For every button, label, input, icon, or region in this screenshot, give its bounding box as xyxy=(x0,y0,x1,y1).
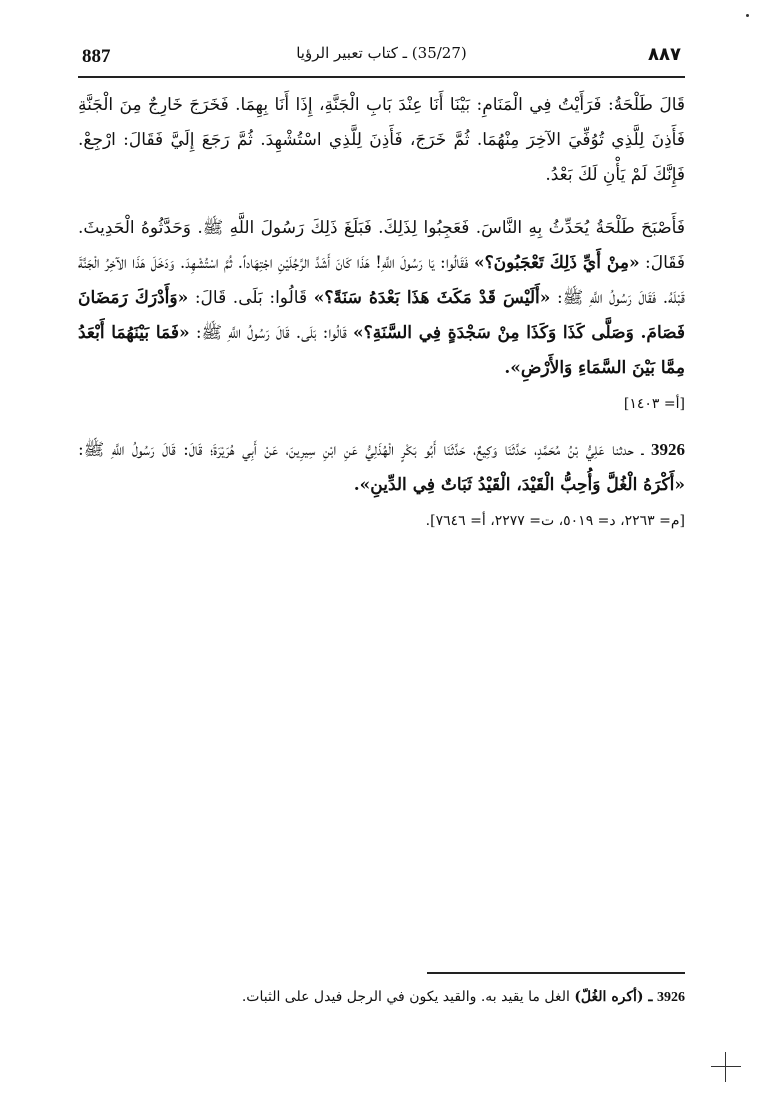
hadith-matn: «أَكْرَهُ الْغُلَّ وَأُحِبُّ الْقَيْدَ، الْقَيْدُ ثَبَاتٌ فِي الدِّينِ». xyxy=(353,475,685,495)
dot-mark xyxy=(746,14,749,17)
footnote-number: 3926 xyxy=(657,990,685,1005)
prophet-quote-1: «مِنْ أَيِّ ذَلِكَ تَعْجَبُونَ؟» xyxy=(473,253,640,273)
page-number-arabic: ٨٨٧ xyxy=(648,44,681,65)
reference-2: [م= ٢٢٦٣، د= ٥٠١٩، ت= ٢٢٧٧، أ= ٧٦٤٦]. xyxy=(425,513,685,529)
prophet-quote-3: «وَأَدْرَكَ رَمَضَانَ فَصَامَ. وَصَلَّى كَذَا وَكَذَا مِنْ سَجْدَةٍ فِي السَّنَةِ؟» xyxy=(78,288,686,343)
footnote-rule xyxy=(427,972,685,974)
main-text xyxy=(78,88,685,549)
narration-part-4: قَالُوا: بَلَى. قَالَ رَسُولُ اللَّهِ ﷺ: xyxy=(195,323,347,343)
running-title: (35/27) ـ كتاب تعبير الرؤيا xyxy=(296,44,467,62)
page-number-latin: 887 xyxy=(82,46,111,67)
prophet-quote-2: «أَلَيْسَ قَدْ مَكَثَ هَذَا بَعْدَهُ سَنَةً؟» xyxy=(313,288,551,308)
narration-part-2: فَقَالُوا: يَا رَسُولَ اللَّهِ! هَذَا كَانَ أَشَدَّ الرَّجُلَيْنِ اجْتِهَاداً. ثُمَّ اسْتُشْهِدَ. وَدَخَلَ هَذَا الآخِرُ الْجَنَّةَ قَبْلَهُ. فَقَالَ رَسُولُ اللَّهِ ﷺ: xyxy=(78,253,685,308)
paragraph-prophet-response xyxy=(78,211,685,386)
reference-1: [أ= ١٤٠٣] xyxy=(623,396,685,412)
prophet-quote-4: «فَمَا بَيْنَهُمَا أَبْعَدُ مِمَّا بَيْنَ السَّمَاءِ وَالأَرْضِ». xyxy=(78,323,685,378)
header-rule xyxy=(78,76,685,78)
narration-part-1: فَأَصْبَحَ طَلْحَةُ يُحَدِّثُ بِهِ النَّاسَ. فَعَجِبُوا لِذَلِكَ. فَبَلَغَ ذَلِكَ رَسُولَ اللَّهِ ﷺ. وَحَدَّثُوهُ الْحَدِيثَ. فَقَالَ: xyxy=(78,218,686,273)
footnote xyxy=(78,984,685,1011)
narration-part-3: قَالُوا: بَلَى. قَالَ: xyxy=(194,288,308,308)
paragraph-hadith-3926 xyxy=(78,432,685,503)
paragraph-talha-dream: قَالَ طَلْحَةُ: فَرَأَيْتُ فِي الْمَنَامِ: بَيْنَا أَنَا عِنْدَ بَابِ الْجَنَّةِ، إِذَا أَنَا بِهِمَا. فَخَرَجَ خَارِجٌ مِنَ الْجَنَّةِ فَأَذِنَ لِلَّذِي تُوُفِّيَ الآخِرَ مِنْهُمَا. ثُمَّ خَرَجَ، فَأَذِنَ لِلَّذِي اسْتُشْهِدَ. ثُمَّ رَجَعَ إِلَيَّ فَقَالَ: ارْجِعْ. فَإِنَّكَ لَمْ يَأْنِ لَكَ بَعْدُ. xyxy=(78,95,685,185)
footnote-text: الغل ما يقيد به. والقيد يكون في الرجل فيدل على الثبات. xyxy=(241,989,570,1005)
footnote-lemma: ـ (أكره الغُلّ) xyxy=(574,989,653,1005)
hadith-isnad: ـ حدثنا عَلِيُّ بْنُ مُحَمَّدٍ، حَدَّثَنَا وَكِيعٌ، حَدَّثَنَا أَبُو بَكْرٍ الْهُذَلِيُّ عَنِ ابْنِ سِيرِينَ، عَنْ أَبِي هُرَيْرَةَ؛ قَالَ: قَالَ رَسُولُ اللَّهِ ﷺ: xyxy=(78,440,644,460)
crop-mark-icon xyxy=(711,1052,741,1082)
hadith-number: 3926 xyxy=(651,440,685,459)
